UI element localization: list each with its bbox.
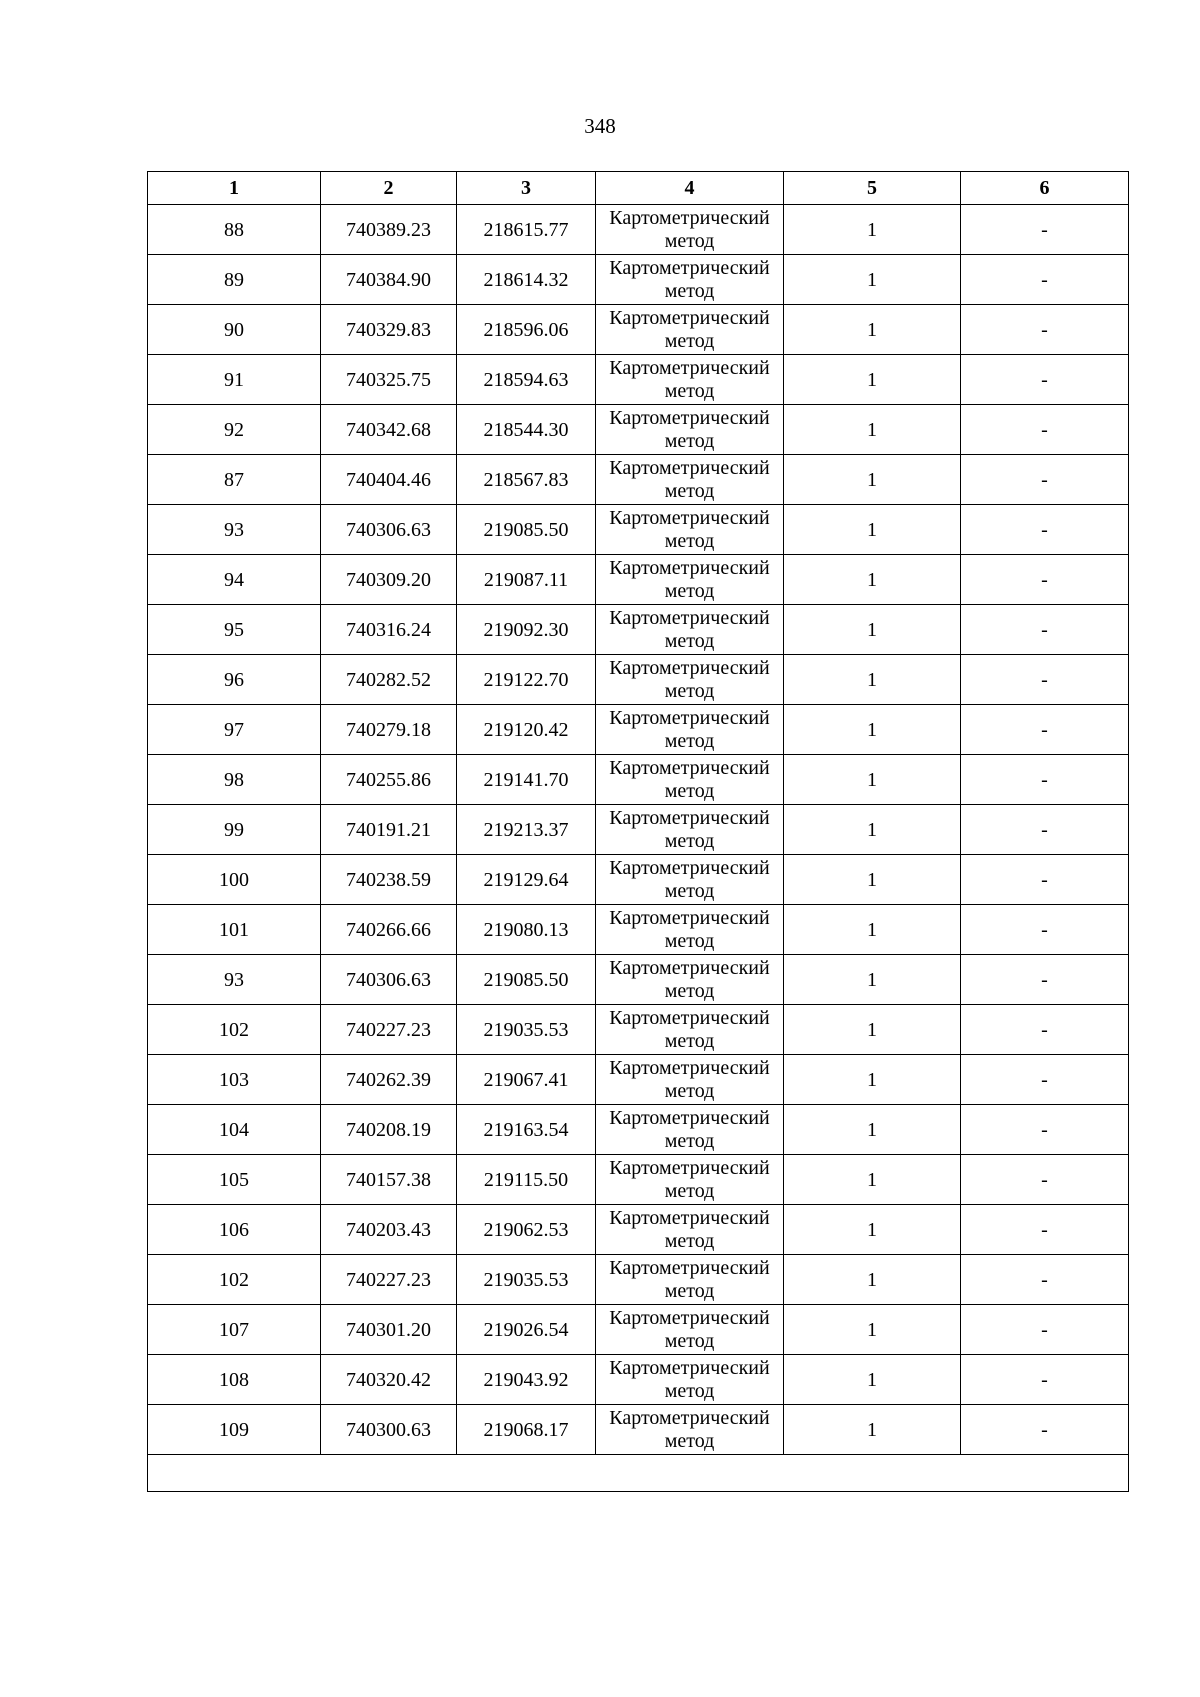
header-row	[148, 172, 1129, 205]
table-row	[148, 1005, 1129, 1055]
method-line-1: Картометрический	[609, 1156, 770, 1179]
y-coordinate-cell: 219026.54	[457, 1305, 596, 1355]
y-coordinate-cell: 219068.17	[457, 1405, 596, 1455]
method-line-2: метод	[664, 929, 715, 952]
accuracy-cell: 1	[784, 755, 961, 805]
method-line-2: метод	[664, 429, 715, 452]
method-line-1: Картометрический	[609, 556, 770, 579]
method-cell	[596, 505, 784, 555]
method-line-2: метод	[664, 329, 715, 352]
method-line-2: метод	[664, 779, 715, 802]
x-coordinate-cell: 740238.59	[321, 855, 457, 905]
method-cell	[596, 255, 784, 305]
header-cell-3: 3	[457, 172, 596, 205]
accuracy-cell: 1	[784, 905, 961, 955]
y-coordinate-cell: 219080.13	[457, 905, 596, 955]
description-cell: -	[961, 555, 1129, 605]
method-line-1: Картометрический	[609, 456, 770, 479]
method-cell	[596, 1405, 784, 1455]
method-cell	[596, 305, 784, 355]
description-cell: -	[961, 1305, 1129, 1355]
method-line-1: Картометрический	[609, 1256, 770, 1279]
table-row	[148, 1355, 1129, 1405]
table-row	[148, 255, 1129, 305]
y-coordinate-cell: 219115.50	[457, 1155, 596, 1205]
point-number-cell: 98	[148, 755, 321, 805]
point-number-cell: 104	[148, 1105, 321, 1155]
table-row	[148, 355, 1129, 405]
description-cell: -	[961, 905, 1129, 955]
x-coordinate-cell: 740227.23	[321, 1255, 457, 1305]
x-coordinate-cell: 740306.63	[321, 505, 457, 555]
method-cell	[596, 1105, 784, 1155]
header-cell-6: 6	[961, 172, 1129, 205]
method-cell	[596, 705, 784, 755]
method-line-1: Картометрический	[609, 806, 770, 829]
table-row	[148, 805, 1129, 855]
description-cell: -	[961, 1105, 1129, 1155]
method-cell	[596, 755, 784, 805]
y-coordinate-cell: 219120.42	[457, 705, 596, 755]
blank-cell	[148, 1455, 1129, 1492]
y-coordinate-cell: 219122.70	[457, 655, 596, 705]
point-number-cell: 101	[148, 905, 321, 955]
accuracy-cell: 1	[784, 1055, 961, 1105]
description-cell: -	[961, 1405, 1129, 1455]
point-number-cell: 109	[148, 1405, 321, 1455]
description-cell: -	[961, 305, 1129, 355]
table-row	[148, 905, 1129, 955]
point-number-cell: 90	[148, 305, 321, 355]
y-coordinate-cell: 218615.77	[457, 205, 596, 255]
method-cell	[596, 1205, 784, 1255]
method-line-1: Картометрический	[609, 1356, 770, 1379]
accuracy-cell: 1	[784, 1405, 961, 1455]
method-cell	[596, 205, 784, 255]
table-row	[148, 405, 1129, 455]
method-line-1: Картометрический	[609, 906, 770, 929]
description-cell: -	[961, 405, 1129, 455]
point-number-cell: 93	[148, 505, 321, 555]
table-row	[148, 1155, 1129, 1205]
method-line-1: Картометрический	[609, 356, 770, 379]
x-coordinate-cell: 740203.43	[321, 1205, 457, 1255]
method-cell	[596, 1055, 784, 1105]
method-line-1: Картометрический	[609, 656, 770, 679]
method-cell	[596, 955, 784, 1005]
point-number-cell: 97	[148, 705, 321, 755]
accuracy-cell: 1	[784, 1005, 961, 1055]
table-row	[148, 855, 1129, 905]
point-number-cell: 87	[148, 455, 321, 505]
method-line-2: метод	[664, 979, 715, 1002]
description-cell: -	[961, 1155, 1129, 1205]
method-line-1: Картометрический	[609, 1106, 770, 1129]
point-number-cell: 95	[148, 605, 321, 655]
description-cell: -	[961, 1355, 1129, 1405]
method-line-1: Картометрический	[609, 1306, 770, 1329]
method-cell	[596, 1255, 784, 1305]
table-row	[148, 1105, 1129, 1155]
y-coordinate-cell: 218544.30	[457, 405, 596, 455]
point-number-cell: 92	[148, 405, 321, 455]
y-coordinate-cell: 218594.63	[457, 355, 596, 405]
blank-row	[148, 1455, 1129, 1492]
table-row	[148, 1205, 1129, 1255]
x-coordinate-cell: 740301.20	[321, 1305, 457, 1355]
description-cell: -	[961, 455, 1129, 505]
accuracy-cell: 1	[784, 805, 961, 855]
table-row	[148, 755, 1129, 805]
accuracy-cell: 1	[784, 1105, 961, 1155]
x-coordinate-cell: 740316.24	[321, 605, 457, 655]
point-number-cell: 105	[148, 1155, 321, 1205]
y-coordinate-cell: 219092.30	[457, 605, 596, 655]
point-number-cell: 108	[148, 1355, 321, 1405]
table-row	[148, 555, 1129, 605]
point-number-cell: 93	[148, 955, 321, 1005]
description-cell: -	[961, 1005, 1129, 1055]
accuracy-cell: 1	[784, 555, 961, 605]
method-cell	[596, 855, 784, 905]
description-cell: -	[961, 855, 1129, 905]
method-cell	[596, 605, 784, 655]
method-line-2: метод	[664, 629, 715, 652]
method-line-2: метод	[664, 379, 715, 402]
point-number-cell: 100	[148, 855, 321, 905]
description-cell: -	[961, 1255, 1129, 1305]
x-coordinate-cell: 740191.21	[321, 805, 457, 855]
point-number-cell: 96	[148, 655, 321, 705]
table-row	[148, 1405, 1129, 1455]
method-line-2: метод	[664, 479, 715, 502]
accuracy-cell: 1	[784, 355, 961, 405]
y-coordinate-cell: 218614.32	[457, 255, 596, 305]
y-coordinate-cell: 219035.53	[457, 1005, 596, 1055]
accuracy-cell: 1	[784, 405, 961, 455]
accuracy-cell: 1	[784, 605, 961, 655]
y-coordinate-cell: 219141.70	[457, 755, 596, 805]
method-line-2: метод	[664, 529, 715, 552]
header-cell-1: 1	[148, 172, 321, 205]
method-line-2: метод	[664, 729, 715, 752]
method-line-2: метод	[664, 1129, 715, 1152]
description-cell: -	[961, 655, 1129, 705]
method-cell	[596, 905, 784, 955]
method-cell	[596, 455, 784, 505]
accuracy-cell: 1	[784, 1155, 961, 1205]
x-coordinate-cell: 740279.18	[321, 705, 457, 755]
method-cell	[596, 655, 784, 705]
accuracy-cell: 1	[784, 205, 961, 255]
method-line-2: метод	[664, 279, 715, 302]
y-coordinate-cell: 218596.06	[457, 305, 596, 355]
point-number-cell: 102	[148, 1005, 321, 1055]
y-coordinate-cell: 219035.53	[457, 1255, 596, 1305]
method-cell	[596, 1005, 784, 1055]
method-line-2: метод	[664, 1429, 715, 1452]
method-line-1: Картометрический	[609, 1206, 770, 1229]
point-number-cell: 99	[148, 805, 321, 855]
table-row	[148, 305, 1129, 355]
method-cell	[596, 1355, 784, 1405]
method-line-1: Картометрический	[609, 856, 770, 879]
accuracy-cell: 1	[784, 955, 961, 1005]
x-coordinate-cell: 740282.52	[321, 655, 457, 705]
method-line-1: Картометрический	[609, 706, 770, 729]
point-number-cell: 89	[148, 255, 321, 305]
description-cell: -	[961, 705, 1129, 755]
description-cell: -	[961, 255, 1129, 305]
y-coordinate-cell: 219067.41	[457, 1055, 596, 1105]
x-coordinate-cell: 740384.90	[321, 255, 457, 305]
method-line-2: метод	[664, 1229, 715, 1252]
accuracy-cell: 1	[784, 855, 961, 905]
header-cell-5: 5	[784, 172, 961, 205]
x-coordinate-cell: 740208.19	[321, 1105, 457, 1155]
description-cell: -	[961, 1205, 1129, 1255]
x-coordinate-cell: 740306.63	[321, 955, 457, 1005]
x-coordinate-cell: 740329.83	[321, 305, 457, 355]
point-number-cell: 94	[148, 555, 321, 605]
description-cell: -	[961, 505, 1129, 555]
coordinates-table	[147, 171, 1129, 1492]
method-line-1: Картометрический	[609, 756, 770, 779]
accuracy-cell: 1	[784, 505, 961, 555]
method-line-1: Картометрический	[609, 206, 770, 229]
method-line-2: метод	[664, 1179, 715, 1202]
accuracy-cell: 1	[784, 255, 961, 305]
x-coordinate-cell: 740320.42	[321, 1355, 457, 1405]
y-coordinate-cell: 219129.64	[457, 855, 596, 905]
table-row	[148, 1305, 1129, 1355]
method-cell	[596, 555, 784, 605]
y-coordinate-cell: 219213.37	[457, 805, 596, 855]
point-number-cell: 107	[148, 1305, 321, 1355]
point-number-cell: 103	[148, 1055, 321, 1105]
x-coordinate-cell: 740389.23	[321, 205, 457, 255]
accuracy-cell: 1	[784, 705, 961, 755]
y-coordinate-cell: 219043.92	[457, 1355, 596, 1405]
y-coordinate-cell: 219087.11	[457, 555, 596, 605]
header-cell-4: 4	[596, 172, 784, 205]
method-cell	[596, 405, 784, 455]
method-line-1: Картометрический	[609, 506, 770, 529]
table-body	[148, 205, 1129, 1492]
accuracy-cell: 1	[784, 305, 961, 355]
table-row	[148, 705, 1129, 755]
x-coordinate-cell: 740300.63	[321, 1405, 457, 1455]
method-line-1: Картометрический	[609, 1056, 770, 1079]
method-line-2: метод	[664, 829, 715, 852]
y-coordinate-cell: 218567.83	[457, 455, 596, 505]
description-cell: -	[961, 355, 1129, 405]
x-coordinate-cell: 740262.39	[321, 1055, 457, 1105]
x-coordinate-cell: 740255.86	[321, 755, 457, 805]
description-cell: -	[961, 205, 1129, 255]
method-line-1: Картометрический	[609, 606, 770, 629]
table-row	[148, 955, 1129, 1005]
y-coordinate-cell: 219163.54	[457, 1105, 596, 1155]
accuracy-cell: 1	[784, 1205, 961, 1255]
method-line-2: метод	[664, 679, 715, 702]
accuracy-cell: 1	[784, 1255, 961, 1305]
method-line-2: метод	[664, 1329, 715, 1352]
header-cell-2: 2	[321, 172, 457, 205]
method-line-1: Картометрический	[609, 956, 770, 979]
method-line-1: Картометрический	[609, 1006, 770, 1029]
x-coordinate-cell: 740266.66	[321, 905, 457, 955]
y-coordinate-cell: 219062.53	[457, 1205, 596, 1255]
accuracy-cell: 1	[784, 455, 961, 505]
method-line-1: Картометрический	[609, 406, 770, 429]
point-number-cell: 102	[148, 1255, 321, 1305]
table-row	[148, 1255, 1129, 1305]
table-row	[148, 205, 1129, 255]
method-cell	[596, 1305, 784, 1355]
method-line-1: Картометрический	[609, 1406, 770, 1429]
method-line-2: метод	[664, 579, 715, 602]
point-number-cell: 88	[148, 205, 321, 255]
table-row	[148, 655, 1129, 705]
method-line-2: метод	[664, 1279, 715, 1302]
x-coordinate-cell: 740325.75	[321, 355, 457, 405]
description-cell: -	[961, 805, 1129, 855]
method-line-1: Картометрический	[609, 256, 770, 279]
point-number-cell: 91	[148, 355, 321, 405]
table-row	[148, 455, 1129, 505]
x-coordinate-cell: 740227.23	[321, 1005, 457, 1055]
description-cell: -	[961, 605, 1129, 655]
description-cell: -	[961, 755, 1129, 805]
method-cell	[596, 805, 784, 855]
accuracy-cell: 1	[784, 655, 961, 705]
y-coordinate-cell: 219085.50	[457, 505, 596, 555]
description-cell: -	[961, 1055, 1129, 1105]
method-line-2: метод	[664, 879, 715, 902]
page-number: 348	[584, 114, 616, 138]
table-row	[148, 1055, 1129, 1105]
point-number-cell: 106	[148, 1205, 321, 1255]
accuracy-cell: 1	[784, 1355, 961, 1405]
accuracy-cell: 1	[784, 1305, 961, 1355]
method-cell	[596, 1155, 784, 1205]
method-line-2: метод	[664, 1379, 715, 1402]
y-coordinate-cell: 219085.50	[457, 955, 596, 1005]
method-line-1: Картометрический	[609, 306, 770, 329]
method-line-2: метод	[664, 1079, 715, 1102]
x-coordinate-cell: 740157.38	[321, 1155, 457, 1205]
method-line-2: метод	[664, 1029, 715, 1052]
table-row	[148, 605, 1129, 655]
description-cell: -	[961, 955, 1129, 1005]
method-cell	[596, 355, 784, 405]
table-row	[148, 505, 1129, 555]
x-coordinate-cell: 740309.20	[321, 555, 457, 605]
method-line-2: метод	[664, 229, 715, 252]
x-coordinate-cell: 740404.46	[321, 455, 457, 505]
x-coordinate-cell: 740342.68	[321, 405, 457, 455]
